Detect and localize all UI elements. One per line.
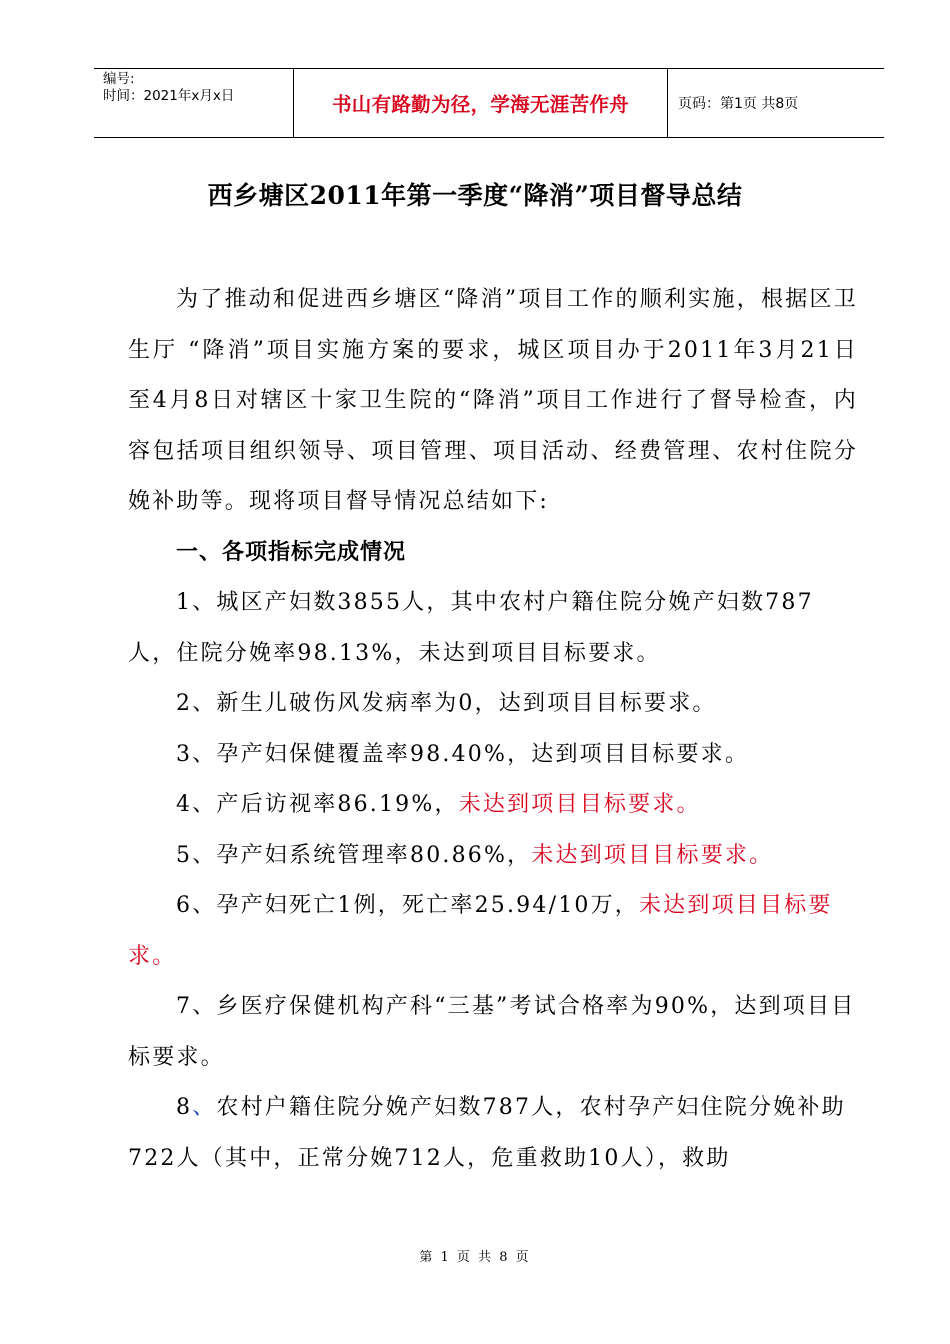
item-text: 3、孕产妇保健覆盖率98.40%，达到项目目标要求。 bbox=[176, 741, 750, 767]
section-heading: 一、各项指标完成情况 bbox=[176, 539, 407, 565]
item-separator: 、 bbox=[192, 1095, 217, 1120]
item-red-text: 未达到项目目标要求。 bbox=[531, 842, 774, 868]
item-3 bbox=[128, 730, 858, 781]
item-2 bbox=[128, 679, 858, 730]
document-body bbox=[128, 275, 858, 1184]
header-motto: 书山有路勤为径，学海无涯苦作舟 bbox=[294, 69, 668, 137]
item-5 bbox=[128, 831, 858, 882]
item-7 bbox=[128, 982, 858, 1083]
item-6 bbox=[128, 881, 858, 982]
document-header bbox=[94, 68, 884, 138]
item-number: 8 bbox=[176, 1095, 193, 1120]
number-label: 编号: bbox=[103, 71, 135, 87]
item-text: 1、城区产妇数3855人，其中农村户籍住院分娩产妇数787人，住院分娩率98.13%，未达到项目目标要求。 bbox=[128, 590, 814, 666]
item-8 bbox=[128, 1083, 858, 1184]
time-label: 时间：2021年x月x日 bbox=[103, 88, 235, 104]
page-footer: 第 1 页 共 8 页 bbox=[419, 1250, 531, 1265]
document-title: 西乡塘区2011年第一季度“降消”项目督导总结 bbox=[207, 181, 743, 210]
item-text: 农村户籍住院分娩产妇数787人，农村孕产妇住院分娩补助722人（其中，正常分娩712人，危重救助10人），救助 bbox=[128, 1095, 846, 1171]
item-text: 5、孕产妇系统管理率80.86%， bbox=[176, 842, 532, 868]
item-text: 7、乡医疗保健机构产科“三基”考试合格率为90%，达到项目目标要求。 bbox=[128, 994, 856, 1070]
item-4 bbox=[128, 780, 858, 831]
item-text: 2、新生儿破伤风发病率为0，达到项目目标要求。 bbox=[176, 691, 717, 716]
item-text: 4、产后访视率86.19%， bbox=[176, 792, 459, 817]
item-red-text: 未达到项目目标要求。 bbox=[128, 893, 833, 969]
header-meta-cell bbox=[94, 69, 294, 137]
intro-paragraph: 为了推动和促进西乡塘区“降消”项目工作的顺利实施，根据区卫生厅 “降消”项目实施方案的要求，城区项目办于2011年3月21日至4月8日对辖区十家卫生院的“降消”项目工作进行了督导检查，内容包括项目组织领导、项目管理、项目活动、经费管理、农村住院分娩补助等。现将项目督导情况总结如下: bbox=[128, 287, 858, 514]
header-page-label: 页码：第1页 共8页 bbox=[678, 96, 799, 112]
item-1 bbox=[128, 578, 858, 679]
item-text: 6、孕产妇死亡1例，死亡率25.94/10万， bbox=[176, 893, 639, 918]
item-red-text: 未达到项目目标要求。 bbox=[458, 792, 701, 817]
